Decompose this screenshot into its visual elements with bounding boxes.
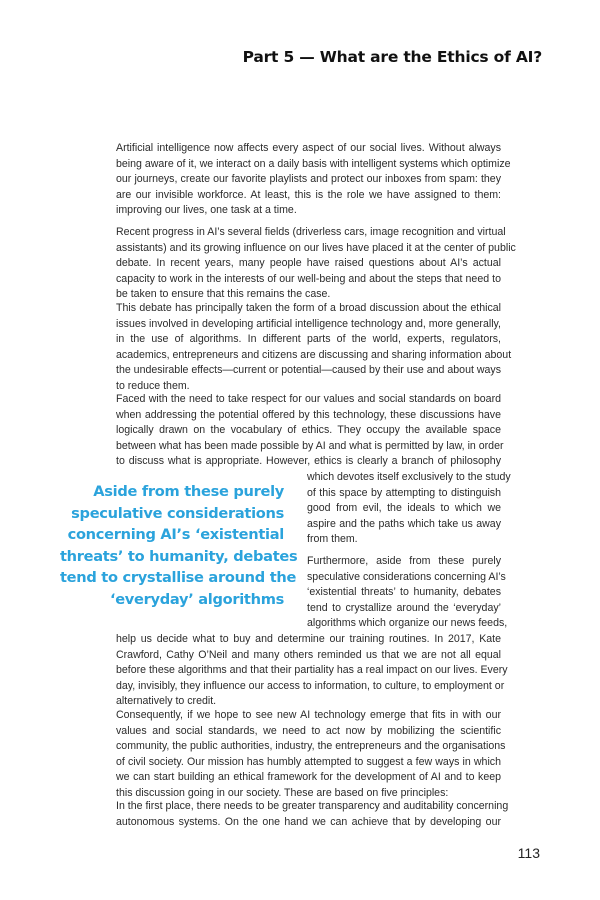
text-line: between what has been made possible by AI and what is permitted by law, in order bbox=[116, 439, 504, 452]
text-line: Recent progress in AI’s several fields (driverless cars, image recognition and virtual bbox=[116, 226, 506, 238]
text-line: to reduce them. bbox=[116, 379, 190, 392]
pull-quote-line: tend to crystallise around the bbox=[60, 569, 297, 586]
text-line: our journeys, create our favorite playlists and protect our inboxes from spam: they bbox=[116, 173, 501, 186]
text-line: to discuss what is appropriate. However, ethics is clearly a branch of philosophy bbox=[116, 455, 501, 468]
text-line: Consequently, if we hope to see new AI technology emerge that fits in with our bbox=[116, 709, 501, 721]
paragraph-2 bbox=[116, 225, 516, 303]
pull-quote bbox=[60, 481, 298, 610]
pull-quote-line: speculative considerations bbox=[71, 504, 284, 522]
text-line: before these algorithms and that their partiality has a real impact on our lives. Every bbox=[116, 664, 508, 677]
text-line: good from evil, the ideals to which we bbox=[307, 502, 501, 515]
text-line: In the first place, there needs to be greater transparency and auditability concerning bbox=[116, 800, 509, 812]
paragraph-5 bbox=[307, 554, 508, 632]
text-line: from them. bbox=[307, 533, 358, 546]
text-line: are our invisible workforce. At least, this is the role we have assigned to them: bbox=[116, 188, 501, 201]
text-line: Furthermore, aside from these purely bbox=[307, 555, 501, 567]
text-line: help us decide what to buy and determine our training routines. In 2017, Kate bbox=[116, 633, 501, 645]
page-number: 113 bbox=[517, 845, 540, 861]
paragraph-7 bbox=[116, 799, 509, 830]
paragraph-5-continued bbox=[116, 632, 508, 710]
text-line: improving our lives, one task at a time. bbox=[116, 204, 297, 217]
pull-quote-line: ‘everyday’ algorithms bbox=[109, 590, 284, 608]
text-line: logically drawn on the vocabulary of ethics. They occupy the available space bbox=[116, 424, 501, 437]
text-line: being aware of it, we interact on a daily basis with intelligent systems which optimize bbox=[116, 157, 511, 170]
text-line: Faced with the need to take respect for our values and social standards on board bbox=[116, 393, 501, 405]
text-line: community, the public authorities, industry, the entrepreneurs and the organisations bbox=[116, 740, 506, 753]
text-line: aspire and the paths which take us away bbox=[307, 517, 501, 530]
text-line: ‘existential threats’ to humanity, debates bbox=[307, 586, 501, 599]
text-line: we can start building an ethical framework for the development of AI and to keep bbox=[116, 771, 501, 784]
paragraph-4-continued bbox=[307, 470, 511, 548]
text-line: which devotes itself exclusively to the study bbox=[307, 471, 511, 483]
paragraph-4 bbox=[116, 392, 504, 470]
text-line: this discussion going in our society. These are based on five principles: bbox=[116, 786, 449, 799]
text-line: Artificial intelligence now affects every aspect of our social lives. Without always bbox=[116, 142, 501, 154]
text-line: issues involved in developing artificial intelligence technology and, more generally, bbox=[116, 317, 501, 330]
text-line: tend to crystallize around the ‘everyday’ bbox=[307, 601, 501, 614]
pull-quote-line: concerning AI’s ‘existential bbox=[67, 526, 284, 543]
text-line: debate. In recent years, many people have raised questions about AI’s actual bbox=[116, 257, 501, 270]
text-line: be taken to ensure that this remains the case. bbox=[116, 288, 331, 301]
chapter-title: Part 5 — What are the Ethics of AI? bbox=[242, 48, 542, 66]
text-line: capacity to work in the interests of our well-being and about the steps that need to bbox=[116, 272, 501, 285]
text-line: academics, entrepreneurs and citizens are discussing and sharing information about bbox=[116, 348, 512, 361]
paragraph-1 bbox=[116, 141, 511, 219]
pull-quote-line: threats’ to humanity, debates bbox=[60, 547, 298, 565]
text-line: assistants) and its growing influence on our lives have placed it at the center of public bbox=[116, 241, 516, 254]
text-line: values and social standards, we need to act now by mobilizing the scientific bbox=[116, 724, 501, 737]
text-line: the undesirable effects—current or potential—caused by their use and about ways bbox=[116, 364, 501, 377]
paragraph-3 bbox=[116, 301, 512, 395]
text-line: when addressing the potential offered by this technology, these discussions have bbox=[116, 408, 501, 421]
text-line: day, invisibly, they influence our access to information, to culture, to employment or bbox=[116, 679, 505, 692]
text-line: This debate has principally taken the form of a broad discussion about the ethical bbox=[116, 302, 501, 314]
text-line: algorithms which organize our news feeds, bbox=[307, 617, 508, 630]
text-line: of this space by attempting to distinguish bbox=[307, 486, 501, 499]
text-line: Crawford, Cathy O’Neil and many others reminded us that we are not all equal bbox=[116, 648, 501, 661]
text-line: alternatively to credit. bbox=[116, 695, 217, 708]
text-line: speculative considerations concerning AI’s bbox=[307, 570, 506, 583]
pull-quote-line: Aside from these purely bbox=[93, 483, 284, 500]
text-line: autonomous systems. On the one hand we can achieve that by developing our bbox=[116, 815, 501, 828]
paragraph-6 bbox=[116, 708, 506, 802]
text-line: in the use of algorithms. In different parts of the world, experts, regulators, bbox=[116, 333, 501, 346]
text-line: of civil society. Our mission has humbly attempted to suggest a few ways in which bbox=[116, 755, 501, 768]
